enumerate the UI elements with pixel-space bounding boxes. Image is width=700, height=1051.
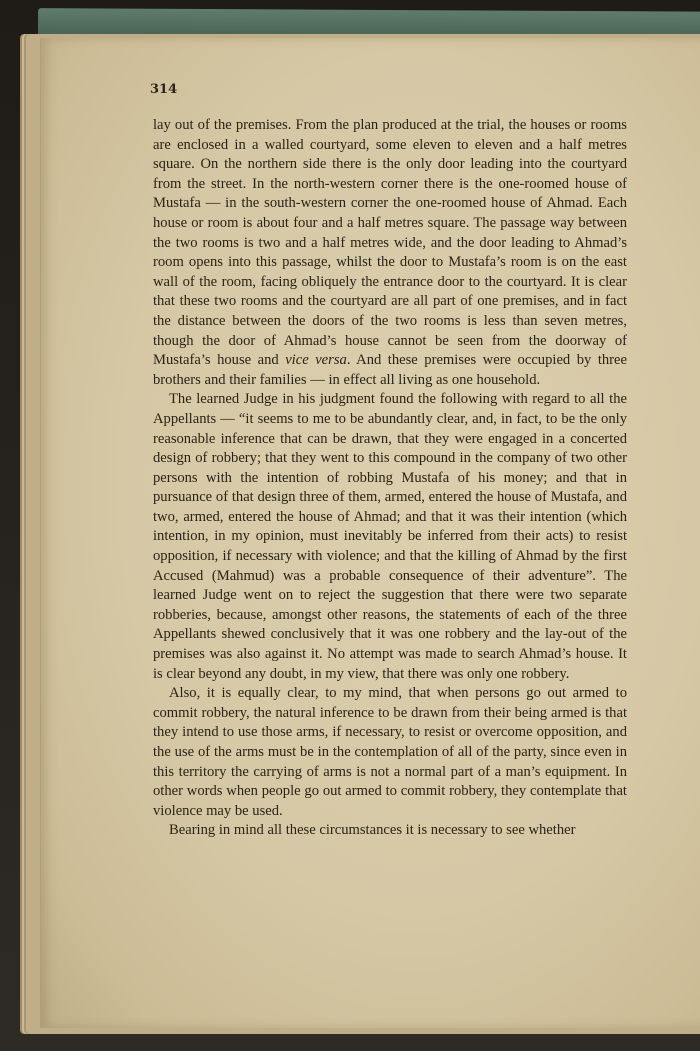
- paragraph: [153, 684, 627, 821]
- paragraph: [153, 116, 627, 390]
- page-number: 314: [150, 82, 178, 97]
- paragraph: [153, 390, 627, 684]
- text-run: lay out of the premises. From the plan produced at the trial, the houses or rooms are enclosed in a walled courtyard, some eleven to eleven and a half metres square. On the northern side there is the only door leading into the courtyard from the street. In the north-western corner there is the one-roomed house of Mustafa — in the south-western corner the one-roomed house of Ahmad. Each house or room is about four and a half metres square. The passage way between the two rooms is two and a half metres wide, and the door leading to Ahmad’s room opens into this passage, whilst the door to Mustafa’s room is on the east wall of the room, facing obliquely the entrance door to the courtyard. It is clear that these two rooms and the courtyard are all part of one premises, and in fact the distance between the doors of the two rooms is less than seven metres, though the door of Ahmad’s house cannot be seen from the doorway of Mustafa’s house and: [153, 117, 627, 369]
- text-run-italic: vice versa: [285, 352, 347, 369]
- text-run: The learned Judge in his judgment found the following with regard to all the Appellants — “it seems to me to be abundantly clear, and, in fact, to be the only reasonable inference that can be drawn, that they were engaged in a concerted design of robbery; that they went to this compound in the company of two other persons with the intention of robbing Mustafa of his money; and that in pursuance of that design three of them, armed, entered the house of Mustafa, and two, armed, entered the house of Ahmad; and that it was their intention (which intention, in my opinion, must inevitably be inferred from their acts) to resist opposition, if necessary with violence; and that the killing of Ahmad by the first Accused (Mahmud) was a probable consequence of their adventure”. The learned Judge went on to reject the suggestion that there were two separate robberies, because, amongst other reasons, the statements of each of the three Appellants shewed conclusively that it was one robbery and the lay-out of the premises was also against it. No attempt was made to search Ahmad’s house. It is clear beyond any doubt, in my view, that there was only one robbery.: [153, 391, 627, 682]
- paragraph: [153, 821, 627, 841]
- text-run: Bearing in mind all these circumstances it is necessary to see whether: [169, 822, 576, 839]
- text-run: Also, it is equally clear, to my mind, that when persons go out armed to commit robbery, the natural inference to be drawn from their being armed is that they intend to use those arms, if necessary, to resist or overcome opposition, and the use of the arms must be in the contemplation of all of the party, since even in this territory the carrying of arms is not a normal part of a man’s equipment. In other words when people go out armed to commit robbery, they contemplate that violence may be used.: [153, 685, 627, 819]
- text-run: . And these premises were occupied by three brothers and their families — in effect all living as one household.: [153, 352, 627, 388]
- body-text: [153, 116, 627, 841]
